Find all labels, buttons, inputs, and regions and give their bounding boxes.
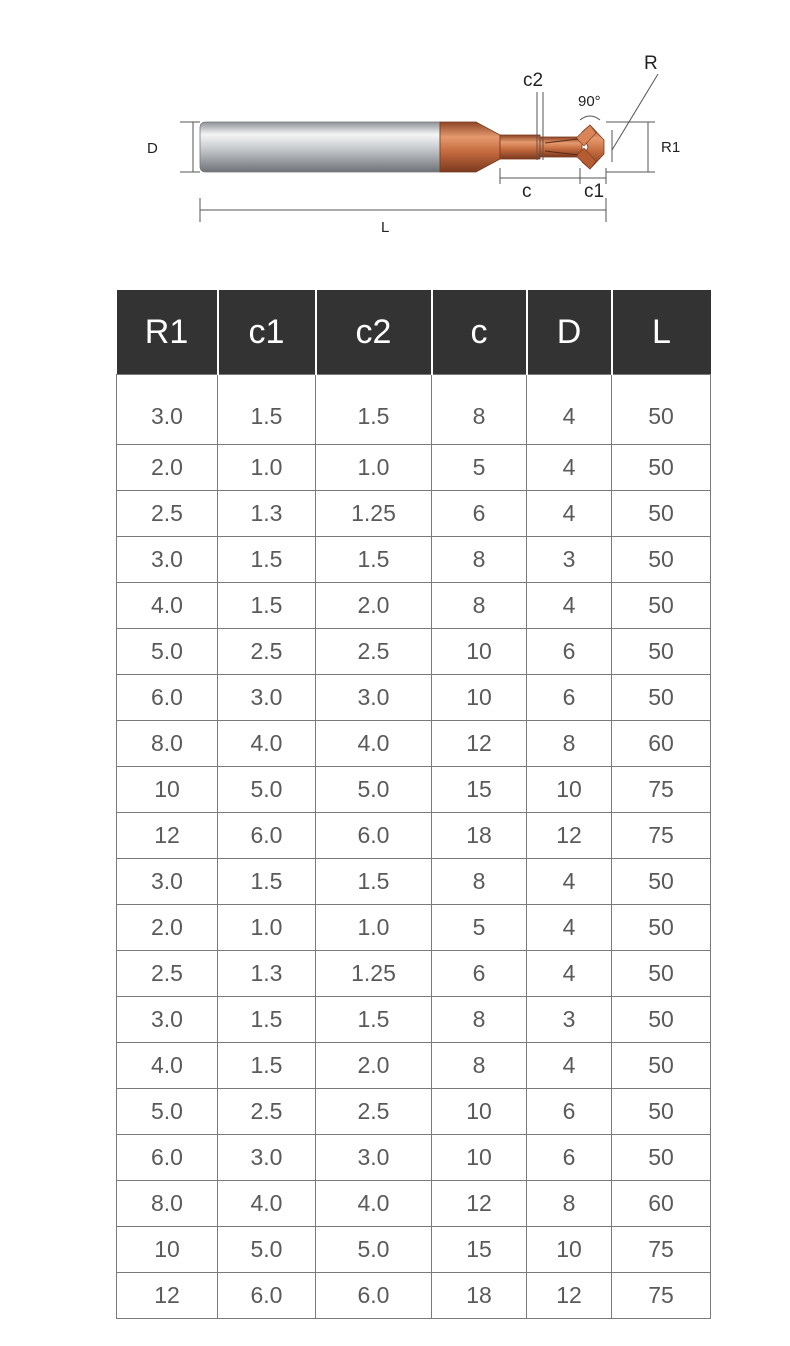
angle-arc xyxy=(580,116,600,120)
table-row xyxy=(117,445,711,491)
table-row xyxy=(117,537,711,583)
table-row xyxy=(117,1043,711,1089)
label-d: D xyxy=(147,140,158,157)
table-cell: 6 xyxy=(432,491,527,537)
table-cell: 50 xyxy=(612,859,711,905)
table-row xyxy=(117,1181,711,1227)
table-cell: 1.3 xyxy=(218,951,316,997)
table-cell: 1.5 xyxy=(316,537,432,583)
table-cell: 75 xyxy=(612,767,711,813)
table-cell: 1.5 xyxy=(218,1043,316,1089)
table-cell: 75 xyxy=(612,1227,711,1273)
table-cell: 6 xyxy=(527,629,612,675)
table-cell: 8 xyxy=(432,997,527,1043)
table-cell: 12 xyxy=(432,1181,527,1227)
table-cell: 2.5 xyxy=(218,1089,316,1135)
table-cell: 10 xyxy=(527,767,612,813)
dimension-r-leader xyxy=(612,74,658,150)
table-cell: 50 xyxy=(612,1089,711,1135)
table-cell: 10 xyxy=(432,1135,527,1181)
table-row xyxy=(117,1227,711,1273)
table-cell: 4.0 xyxy=(218,1181,316,1227)
table-header-row xyxy=(117,290,711,375)
table-cell: 6.0 xyxy=(316,813,432,859)
table-cell: 10 xyxy=(117,1227,218,1273)
table-cell: 8 xyxy=(432,859,527,905)
table-cell: 8 xyxy=(527,1181,612,1227)
table-cell: 50 xyxy=(612,537,711,583)
table-cell: 12 xyxy=(117,813,218,859)
table-cell: 2.5 xyxy=(117,951,218,997)
table-cell: 60 xyxy=(612,721,711,767)
table-cell: 50 xyxy=(612,675,711,721)
table-cell: 12 xyxy=(117,1273,218,1319)
table-row xyxy=(117,491,711,537)
table-cell: 2.0 xyxy=(117,905,218,951)
table-cell: 6.0 xyxy=(218,813,316,859)
table-row xyxy=(117,1135,711,1181)
table-cell: 18 xyxy=(432,813,527,859)
table-cell: 5.0 xyxy=(117,629,218,675)
table-cell: 3.0 xyxy=(117,375,218,445)
table-cell: 8 xyxy=(432,537,527,583)
table-row xyxy=(117,813,711,859)
table-cell: 1.5 xyxy=(218,997,316,1043)
table-row xyxy=(117,375,711,445)
table-cell: 10 xyxy=(432,1089,527,1135)
table-cell: 10 xyxy=(432,675,527,721)
table-cell: 1.5 xyxy=(218,375,316,445)
spec-table xyxy=(116,290,711,1319)
table-cell: 3.0 xyxy=(117,859,218,905)
table-cell: 5 xyxy=(432,905,527,951)
table-cell: 12 xyxy=(432,721,527,767)
table-cell: 6.0 xyxy=(316,1273,432,1319)
table-cell: 8 xyxy=(432,375,527,445)
table-cell: 4.0 xyxy=(218,721,316,767)
table-cell: 1.5 xyxy=(316,997,432,1043)
table-cell: 10 xyxy=(527,1227,612,1273)
table-cell: 50 xyxy=(612,583,711,629)
table-cell: 4 xyxy=(527,583,612,629)
table-cell: 18 xyxy=(432,1273,527,1319)
tool-diagram xyxy=(0,0,790,260)
table-row xyxy=(117,859,711,905)
table-row xyxy=(117,629,711,675)
table-cell: 50 xyxy=(612,905,711,951)
table-cell: 3.0 xyxy=(117,537,218,583)
table-row xyxy=(117,997,711,1043)
table-cell: 2.5 xyxy=(316,1089,432,1135)
table-row xyxy=(117,905,711,951)
table-cell: 4 xyxy=(527,1043,612,1089)
table-cell: 50 xyxy=(612,1135,711,1181)
table-cell: 50 xyxy=(612,491,711,537)
table-cell: 4 xyxy=(527,905,612,951)
table-cell: 1.0 xyxy=(316,445,432,491)
label-r1: R1 xyxy=(661,139,681,156)
tool-shank xyxy=(200,122,440,172)
table-cell: 3.0 xyxy=(218,1135,316,1181)
table-cell: 4 xyxy=(527,491,612,537)
table-row xyxy=(117,1273,711,1319)
table-cell: 3 xyxy=(527,537,612,583)
table-cell: 5.0 xyxy=(316,1227,432,1273)
table-cell: 2.5 xyxy=(316,629,432,675)
table-cell: 1.5 xyxy=(316,375,432,445)
header-l: L xyxy=(612,290,711,375)
table-body xyxy=(117,375,711,1319)
table-cell: 75 xyxy=(612,813,711,859)
table-cell: 4.0 xyxy=(316,721,432,767)
table-cell: 6 xyxy=(527,1135,612,1181)
table-cell: 5.0 xyxy=(316,767,432,813)
table-row xyxy=(117,951,711,997)
table-cell: 1.0 xyxy=(218,445,316,491)
table-cell: 6.0 xyxy=(117,675,218,721)
label-l: L xyxy=(381,219,390,236)
table-cell: 10 xyxy=(432,629,527,675)
table-cell: 5.0 xyxy=(117,1089,218,1135)
table-cell: 60 xyxy=(612,1181,711,1227)
label-c1: c1 xyxy=(584,181,605,202)
table-row xyxy=(117,583,711,629)
table-cell: 12 xyxy=(527,1273,612,1319)
table-cell: 1.5 xyxy=(218,537,316,583)
table-cell: 6 xyxy=(432,951,527,997)
table-cell: 4.0 xyxy=(316,1181,432,1227)
table-cell: 4 xyxy=(527,859,612,905)
table-cell: 5 xyxy=(432,445,527,491)
table-cell: 4 xyxy=(527,375,612,445)
label-c: c xyxy=(522,181,532,202)
table-cell: 4 xyxy=(527,445,612,491)
table-row xyxy=(117,1089,711,1135)
header-d: D xyxy=(527,290,612,375)
table-cell: 50 xyxy=(612,997,711,1043)
label-angle: 90° xyxy=(578,93,601,110)
label-r: R xyxy=(644,53,658,74)
table-cell: 15 xyxy=(432,767,527,813)
table-cell: 50 xyxy=(612,951,711,997)
table-cell: 50 xyxy=(612,375,711,445)
table-cell: 1.5 xyxy=(218,859,316,905)
table-cell: 12 xyxy=(527,813,612,859)
table-cell: 50 xyxy=(612,1043,711,1089)
header-c2: c2 xyxy=(316,290,432,375)
table-row xyxy=(117,721,711,767)
table-cell: 5.0 xyxy=(218,1227,316,1273)
table-cell: 5.0 xyxy=(218,767,316,813)
table-cell: 1.3 xyxy=(218,491,316,537)
table-cell: 6 xyxy=(527,675,612,721)
header-r1: R1 xyxy=(117,290,218,375)
table-cell: 2.5 xyxy=(117,491,218,537)
table-cell: 1.5 xyxy=(218,583,316,629)
tool-coated-head xyxy=(440,122,604,172)
table-cell: 2.0 xyxy=(316,1043,432,1089)
header-c1: c1 xyxy=(218,290,316,375)
table-cell: 2.0 xyxy=(316,583,432,629)
table-cell: 6.0 xyxy=(117,1135,218,1181)
table-cell: 2.5 xyxy=(218,629,316,675)
table-cell: 1.0 xyxy=(218,905,316,951)
table-cell: 4 xyxy=(527,951,612,997)
table-cell: 1.0 xyxy=(316,905,432,951)
table-cell: 50 xyxy=(612,445,711,491)
table-cell: 3.0 xyxy=(316,1135,432,1181)
table-cell: 3.0 xyxy=(316,675,432,721)
table-row xyxy=(117,675,711,721)
table-cell: 50 xyxy=(612,629,711,675)
table-cell: 4.0 xyxy=(117,1043,218,1089)
table-cell: 3 xyxy=(527,997,612,1043)
table-cell: 15 xyxy=(432,1227,527,1273)
label-c2: c2 xyxy=(523,70,544,91)
dimension-d xyxy=(180,122,200,172)
table-cell: 8 xyxy=(527,721,612,767)
table-cell: 8.0 xyxy=(117,1181,218,1227)
dimension-l xyxy=(200,198,606,222)
table-cell: 6.0 xyxy=(218,1273,316,1319)
table-cell: 8 xyxy=(432,583,527,629)
table-cell: 1.25 xyxy=(316,951,432,997)
table-cell: 75 xyxy=(612,1273,711,1319)
table-cell: 3.0 xyxy=(218,675,316,721)
table-cell: 6 xyxy=(527,1089,612,1135)
table-cell: 2.0 xyxy=(117,445,218,491)
table-cell: 8 xyxy=(432,1043,527,1089)
table-cell: 8.0 xyxy=(117,721,218,767)
table-cell: 10 xyxy=(117,767,218,813)
table-cell: 4.0 xyxy=(117,583,218,629)
table-cell: 1.5 xyxy=(316,859,432,905)
table-cell: 1.25 xyxy=(316,491,432,537)
table-cell: 3.0 xyxy=(117,997,218,1043)
header-c: c xyxy=(432,290,527,375)
table-row xyxy=(117,767,711,813)
